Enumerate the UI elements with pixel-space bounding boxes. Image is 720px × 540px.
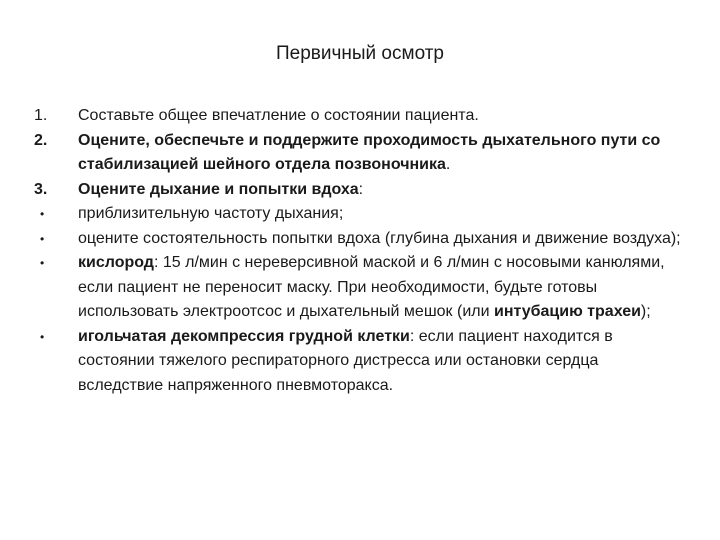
bullet-icon: • — [40, 231, 45, 246]
list-item-bold-text: игольчатая декомпрессия грудной клетки — [78, 327, 410, 345]
list-item-text: приблизительную частоту дыхания; — [78, 205, 344, 222]
list-item-3 — [34, 178, 684, 203]
list-number: 2. — [34, 131, 48, 149]
bullet-item-rate — [34, 202, 684, 227]
bullet-item-effort — [34, 227, 684, 252]
list-item-text: : 15 л/мин с нереверсивной маской и 6 л/мин с носовыми канюлями, если пациент не переносит маску. При необходимости, будьте готовы использовать электроотсос и дыхательный мешок (или — [78, 254, 665, 320]
list-number: 3. — [34, 180, 48, 198]
list-number: 1. — [34, 107, 48, 124]
list-item-bold-text: Оцените, обеспечьте и поддержите проходимость дыхательного пути со стабилизацией шейного отдела позвоночника — [78, 131, 661, 173]
list-item-text: оцените состоятельность попытки вдоха (глубина дыхания и движение воздуха); — [78, 229, 681, 247]
list-item-bold-text-2: интубацию трахеи — [493, 303, 641, 320]
bullet-item-decompression — [34, 325, 684, 399]
list-item-text-2: ); — [640, 303, 651, 320]
list-item-text: Составьте общее впечатление о состоянии пациента. — [78, 107, 479, 124]
list-item-text: . — [445, 156, 451, 173]
list-item-bold-text: Оцените дыхание и попытки вдоха — [78, 180, 359, 198]
bullet-icon: • — [40, 329, 45, 344]
content-list — [34, 104, 684, 398]
list-item-bold-text: кислород — [78, 254, 154, 271]
list-item-1 — [34, 104, 684, 129]
slide-title: Первичный осмотр — [276, 43, 444, 64]
bullet-icon: • — [40, 256, 45, 270]
list-item-text: : если пациент находится в состоянии тяжелого респираторного дистресса или остановки сердца вследствие напряженного пневмоторакса. — [78, 327, 613, 394]
list-item-text: : — [358, 180, 364, 198]
list-item-2 — [34, 129, 684, 178]
bullet-item-oxygen — [34, 251, 684, 325]
bullet-icon: • — [40, 207, 45, 221]
